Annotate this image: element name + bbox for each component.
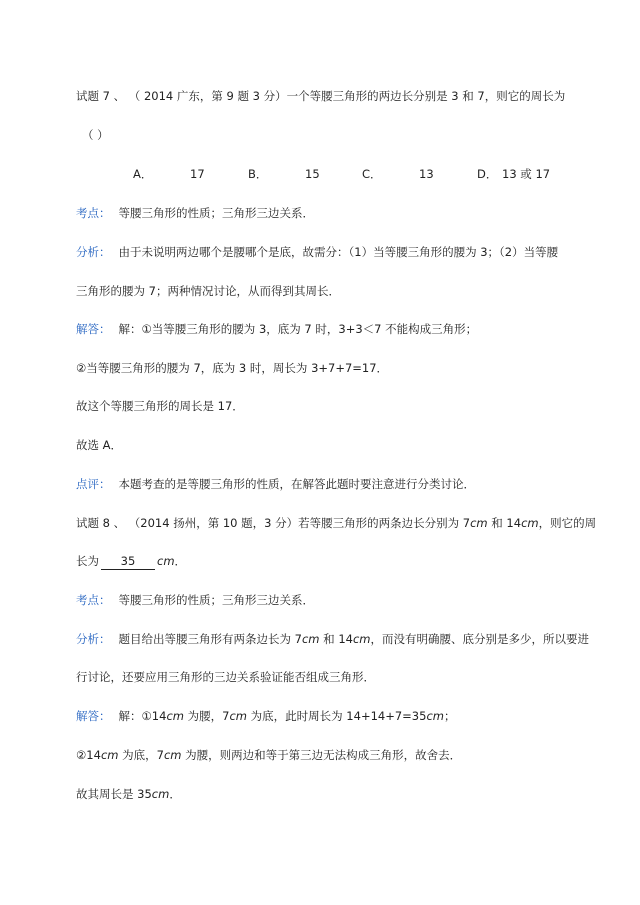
jieda2-unit-1: cm bbox=[100, 748, 119, 762]
jieda2-unit-2: cm bbox=[163, 748, 182, 762]
dianping-text: 本题考查的是等腰三角形的性质，在解答此题时要注意进行分类讨论． bbox=[118, 477, 475, 491]
jieda1-a: 解：①14 bbox=[118, 709, 167, 723]
jieda2-a: ②14 bbox=[76, 748, 101, 762]
fenxi-c: ，而没有明确腰、底分别是多少，所以要进 bbox=[370, 632, 589, 646]
jieda2-c: 为腰，则两边和等于第三边无法构成三角形，故舍去． bbox=[181, 748, 462, 762]
jieda3-unit: cm bbox=[151, 787, 170, 801]
q7-fenxi bbox=[76, 244, 558, 260]
q8-title bbox=[76, 515, 596, 531]
fenxi-unit-2: cm bbox=[352, 632, 371, 646]
q8-jieda-line2 bbox=[76, 747, 461, 763]
answer-blank: 35 bbox=[101, 553, 155, 570]
q7-answer-paren: （ ） bbox=[82, 128, 109, 142]
fenxi-unit-1: cm bbox=[301, 632, 320, 646]
q8-jieda bbox=[76, 708, 455, 724]
q8-jieda-line3 bbox=[76, 786, 181, 802]
jieda1-c: 为底，此时周长为 14+14+7=35 bbox=[247, 709, 427, 723]
q7-kaodian bbox=[76, 205, 314, 221]
fenxi-label: 分析： bbox=[76, 245, 111, 259]
q7-options bbox=[0, 166, 640, 182]
q7-title: 试题 7 、 （ 2014 广东，第 9 题 3 分）一个等腰三角形的两边长分别是 3 和 7，则它的周长为 bbox=[76, 89, 566, 103]
jieda-label: 解答： bbox=[76, 322, 111, 336]
option-b-value: 15 bbox=[305, 167, 320, 181]
option-c-value: 13 bbox=[419, 167, 434, 181]
q8-line2-a: 长为 bbox=[76, 554, 99, 568]
fenxi-b: 和 14 bbox=[319, 632, 353, 646]
q8-line2-unit: cm bbox=[157, 554, 175, 568]
option-a-value: 17 bbox=[190, 167, 205, 181]
q8-line2-end: ． bbox=[174, 554, 187, 568]
q7-jieda bbox=[76, 321, 477, 337]
fenxi-label: 分析： bbox=[76, 632, 111, 646]
fenxi-text: 由于未说明两边哪个是腰哪个是底，故需分：（1）当等腰三角形的腰为 3；（2）当等腰 bbox=[118, 245, 559, 259]
q8-title-b: 和 14 bbox=[487, 516, 522, 530]
option-c-letter: C． bbox=[362, 167, 382, 181]
q7-jieda-line4: 故选 A． bbox=[76, 438, 123, 452]
q8-title-unit-1: cm bbox=[470, 516, 488, 530]
jieda2-b: 为底，7 bbox=[118, 748, 164, 762]
option-a-letter: A． bbox=[133, 167, 153, 181]
q8-kaodian bbox=[76, 592, 314, 608]
jieda-text: 解：①当等腰三角形的腰为 3，底为 7 时，3+3＜7 不能构成三角形； bbox=[118, 322, 478, 336]
q8-title-a: 试题 8 、 （2014 扬州，第 10 题，3 分）若等腰三角形的两条边长分别为 7 bbox=[76, 516, 471, 530]
jieda1-d: ； bbox=[443, 709, 456, 723]
jieda1-b: 为腰，7 bbox=[183, 709, 230, 723]
q8-title-c: ，则它的周 bbox=[538, 516, 597, 530]
q8-title-line2 bbox=[76, 553, 186, 570]
jieda3-b: ． bbox=[169, 787, 181, 801]
jieda3-a: 故其周长是 35 bbox=[76, 787, 152, 801]
kaodian-text: 等腰三角形的性质；三角形三边关系． bbox=[118, 593, 314, 607]
q8-fenxi-line2: 行讨论，还要应用三角形的三边关系验证能否组成三角形． bbox=[76, 670, 375, 684]
kaodian-text: 等腰三角形的性质；三角形三边关系． bbox=[118, 206, 314, 220]
jieda1-unit-1: cm bbox=[166, 709, 184, 723]
jieda1-unit-2: cm bbox=[229, 709, 247, 723]
option-d-value: 13 或 17 bbox=[502, 167, 551, 181]
option-d-letter: D． bbox=[477, 167, 498, 181]
dianping-label: 点评： bbox=[76, 477, 111, 491]
q7-dianping bbox=[76, 476, 475, 492]
q7-jieda-line2: ②当等腰三角形的腰为 7，底为 3 时，周长为 3+7+7=17． bbox=[76, 361, 389, 375]
kaodian-label: 考点： bbox=[76, 593, 111, 607]
jieda1-unit-3: cm bbox=[426, 709, 444, 723]
kaodian-label: 考点： bbox=[76, 206, 111, 220]
q7-fenxi-line2: 三角形的腰为 7；两种情况讨论，从而得到其周长． bbox=[76, 284, 340, 298]
q7-jieda-line3: 故这个等腰三角形的周长是 17． bbox=[76, 399, 244, 413]
fenxi-a: 题目给出等腰三角形有两条边长为 7 bbox=[118, 632, 302, 646]
q8-title-unit-2: cm bbox=[521, 516, 539, 530]
q8-fenxi bbox=[76, 631, 589, 647]
jieda-label: 解答： bbox=[76, 709, 111, 723]
option-b-letter: B． bbox=[248, 167, 268, 181]
